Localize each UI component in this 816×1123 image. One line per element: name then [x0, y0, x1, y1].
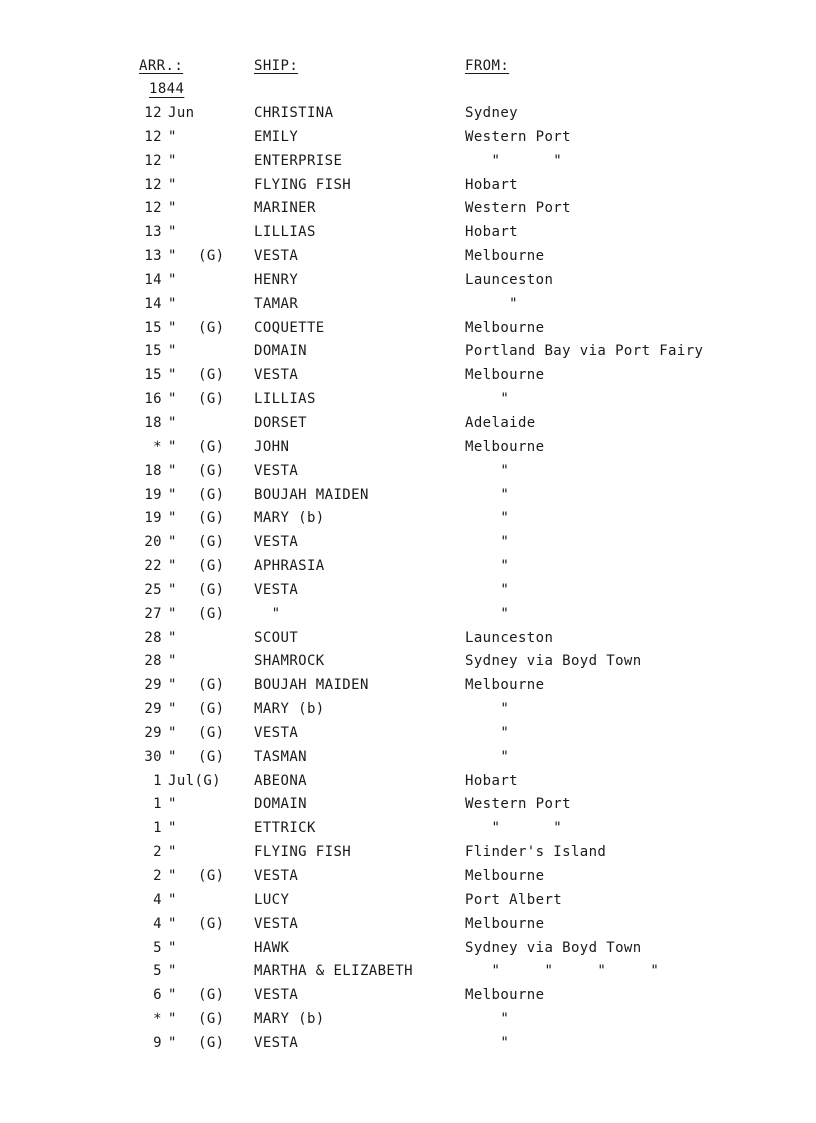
year-label: 1844 — [149, 81, 185, 97]
table-row — [0, 389, 816, 413]
origin-port: " — [465, 510, 510, 527]
arrival-month: " — [168, 391, 177, 408]
government-flag: (G) — [198, 1011, 225, 1028]
origin-port: Melbourne — [465, 248, 545, 265]
table-row — [0, 604, 816, 628]
arrival-month: " — [168, 534, 177, 551]
government-flag: (G) — [198, 391, 225, 408]
origin-port: Launceston — [465, 271, 554, 288]
origin-port: Portland Bay via Port Fairy — [465, 343, 704, 360]
arrival-month: " — [168, 653, 177, 670]
table-row — [0, 1009, 816, 1033]
government-flag: (G) — [198, 605, 225, 622]
arrival-month: " — [168, 128, 177, 145]
table-row — [0, 508, 816, 532]
arrival-day: 5 — [153, 939, 162, 956]
ship-name: ABEONA — [254, 772, 307, 789]
table-row — [0, 151, 816, 175]
table-row — [0, 222, 816, 246]
arrival-day: * — [153, 1011, 162, 1028]
arrival-month: " — [168, 915, 177, 932]
origin-port: Melbourne — [465, 915, 545, 932]
arrival-day: 29 — [144, 677, 162, 694]
ship-name: VESTA — [254, 915, 299, 932]
government-flag: (G) — [198, 558, 225, 575]
origin-port: Sydney via Boyd Town — [465, 939, 642, 956]
ship-name: LILLIAS — [254, 391, 316, 408]
arrival-month: " — [168, 367, 177, 384]
arrival-day: 5 — [153, 963, 162, 980]
arrival-day: 25 — [144, 581, 162, 598]
ship-name: TAMAR — [254, 295, 299, 312]
arrival-day: 12 — [144, 200, 162, 217]
government-flag: (G) — [198, 581, 225, 598]
arrival-day: 18 — [144, 462, 162, 479]
government-flag: (G) — [198, 248, 225, 265]
origin-port: Melbourne — [465, 319, 545, 336]
origin-port: Adelaide — [465, 414, 536, 431]
table-row — [0, 580, 816, 604]
arrival-month: " — [168, 486, 177, 503]
table-row — [0, 1033, 816, 1057]
arrival-day: 19 — [144, 486, 162, 503]
origin-port: Launceston — [465, 629, 554, 646]
government-flag: (G) — [198, 748, 225, 765]
arrival-month: " — [168, 176, 177, 193]
table-row — [0, 127, 816, 151]
arrival-day: 22 — [144, 558, 162, 575]
table-row — [0, 747, 816, 771]
ship-name: MARTHA & ELIZABETH — [254, 963, 413, 980]
government-flag: (G) — [198, 534, 225, 551]
arrival-month: " — [168, 1034, 177, 1051]
arrival-day: 15 — [144, 343, 162, 360]
government-flag: (G) — [198, 462, 225, 479]
arrival-day: 18 — [144, 414, 162, 431]
arrival-day: 14 — [144, 295, 162, 312]
origin-port: Sydney via Boyd Town — [465, 653, 642, 670]
ship-name: VESTA — [254, 367, 299, 384]
table-row — [0, 794, 816, 818]
arrival-day: 29 — [144, 724, 162, 741]
ship-name: LUCY — [254, 891, 290, 908]
ship-name: MARINER — [254, 200, 316, 217]
arrival-day: 12 — [144, 128, 162, 145]
arrival-month: " — [168, 152, 177, 169]
government-flag: (G) — [198, 1034, 225, 1051]
ship-name: MARY (b) — [254, 510, 325, 527]
arrival-day: 12 — [144, 105, 162, 121]
arrival-month: " — [168, 343, 177, 360]
ship-name: DOMAIN — [254, 796, 307, 813]
arrival-month: " — [168, 581, 177, 598]
ship-name: VESTA — [254, 987, 299, 1004]
table-row — [0, 556, 816, 580]
table-row — [0, 413, 816, 437]
origin-port: " — [465, 462, 510, 479]
ship-name: APHRASIA — [254, 558, 325, 575]
origin-port: Western Port — [465, 128, 571, 145]
government-flag: (G) — [198, 438, 225, 455]
ship-name: CHRISTINA — [254, 105, 334, 121]
ship-name: VESTA — [254, 534, 299, 551]
origin-port: Hobart — [465, 176, 518, 193]
origin-port: " — [465, 295, 518, 312]
arrival-month: " — [168, 629, 177, 646]
arrivals-list — [0, 103, 816, 1057]
table-row — [0, 341, 816, 365]
arrival-day: 12 — [144, 152, 162, 169]
arrival-month: " — [168, 891, 177, 908]
arrival-day: 15 — [144, 319, 162, 336]
origin-port: " — [465, 534, 510, 551]
table-row — [0, 699, 816, 723]
arrival-day: * — [153, 438, 162, 455]
arrival-day: 13 — [144, 224, 162, 241]
origin-port: " — [465, 486, 510, 503]
origin-port: " — [465, 701, 510, 718]
ship-name: SCOUT — [254, 629, 299, 646]
arrival-month: " — [168, 677, 177, 694]
ship-name: VESTA — [254, 462, 299, 479]
arrival-day: 30 — [144, 748, 162, 765]
table-row — [0, 628, 816, 652]
table-row — [0, 842, 816, 866]
ship-name: FLYING FISH — [254, 176, 352, 193]
table-row — [0, 723, 816, 747]
origin-port: " — [465, 581, 510, 598]
ship-name: LILLIAS — [254, 224, 316, 241]
header-ship: SHIP: — [254, 58, 299, 74]
origin-port: Hobart — [465, 772, 518, 789]
arrival-day: 13 — [144, 248, 162, 265]
table-row — [0, 485, 816, 509]
arrival-day: 2 — [153, 844, 162, 861]
arrival-month: Jun — [168, 105, 195, 121]
government-flag: (G) — [198, 367, 225, 384]
table-row — [0, 771, 816, 795]
government-flag: (G) — [198, 868, 225, 884]
table-row — [0, 532, 816, 556]
ship-name: BOUJAH MAIDEN — [254, 486, 369, 503]
arrival-month: " — [168, 963, 177, 980]
origin-port: " — [465, 605, 510, 622]
government-flag: (G) — [198, 510, 225, 527]
ship-name: COQUETTE — [254, 319, 325, 336]
arrival-month: " — [168, 510, 177, 527]
ship-name: MARY (b) — [254, 1011, 325, 1028]
arrival-month: " — [168, 820, 177, 837]
arrival-day: 15 — [144, 367, 162, 384]
arrival-day: 28 — [144, 653, 162, 670]
table-row — [0, 914, 816, 938]
arrival-month: " — [168, 748, 177, 765]
table-row — [0, 318, 816, 342]
header-arrival: ARR.: — [139, 58, 184, 74]
origin-port: " — [465, 748, 510, 765]
ship-name: VESTA — [254, 581, 299, 598]
ship-name: HAWK — [254, 939, 290, 956]
origin-port: " — [465, 724, 510, 741]
origin-port: Sydney — [465, 105, 518, 121]
origin-port: Melbourne — [465, 438, 545, 455]
origin-port: " — [465, 558, 510, 575]
origin-port: " " — [465, 820, 563, 837]
origin-port: Western Port — [465, 200, 571, 217]
table-row — [0, 985, 816, 1009]
government-flag: (G) — [198, 724, 225, 741]
ship-name: EMILY — [254, 128, 299, 145]
arrival-month: " — [168, 724, 177, 741]
table-row — [0, 437, 816, 461]
origin-port: Flinder's Island — [465, 844, 607, 861]
government-flag: (G) — [198, 486, 225, 503]
origin-port: Melbourne — [465, 868, 545, 884]
table-row — [0, 365, 816, 389]
origin-port: " " — [465, 152, 563, 169]
arrival-month: " — [168, 844, 177, 861]
table-row — [0, 103, 816, 127]
origin-port: Hobart — [465, 224, 518, 241]
table-row — [0, 961, 816, 985]
ship-name: DORSET — [254, 414, 307, 431]
government-flag: (G) — [198, 677, 225, 694]
arrival-month: " — [168, 319, 177, 336]
ship-name: TASMAN — [254, 748, 307, 765]
table-row — [0, 270, 816, 294]
arrival-day: 1 — [153, 796, 162, 813]
arrival-month: " — [168, 701, 177, 718]
arrival-day: 14 — [144, 271, 162, 288]
arrival-month: " — [168, 605, 177, 622]
arrival-day: 28 — [144, 629, 162, 646]
table-row — [0, 198, 816, 222]
ship-name: JOHN — [254, 438, 290, 455]
origin-port: " " " " — [465, 963, 660, 980]
arrival-month: " — [168, 295, 177, 312]
arrival-day: 12 — [144, 176, 162, 193]
arrival-month: " — [168, 438, 177, 455]
ship-name: VESTA — [254, 724, 299, 741]
government-flag: (G) — [198, 987, 225, 1004]
table-row — [0, 890, 816, 914]
origin-port: Melbourne — [465, 367, 545, 384]
arrival-day: 4 — [153, 891, 162, 908]
arrival-month: " — [168, 414, 177, 431]
arrival-day: 27 — [144, 605, 162, 622]
arrival-month: " — [168, 248, 177, 265]
government-flag: (G) — [198, 915, 225, 932]
arrival-day: 9 — [153, 1034, 162, 1051]
arrival-month: " — [168, 200, 177, 217]
arrival-day: 2 — [153, 868, 162, 884]
arrival-day: 16 — [144, 391, 162, 408]
table-row — [0, 651, 816, 675]
ship-name: SHAMROCK — [254, 653, 325, 670]
table-row — [0, 461, 816, 485]
origin-port: " — [465, 391, 510, 408]
arrival-month: " — [168, 868, 177, 884]
ship-name: VESTA — [254, 248, 299, 265]
arrival-day: 4 — [153, 915, 162, 932]
ship-name: VESTA — [254, 1034, 299, 1051]
ship-name: MARY (b) — [254, 701, 325, 718]
origin-port: " — [465, 1011, 510, 1028]
arrival-day: 1 — [153, 772, 162, 789]
arrival-month: " — [168, 558, 177, 575]
origin-port: Melbourne — [465, 677, 545, 694]
ship-name: VESTA — [254, 868, 299, 884]
origin-port: " — [465, 1034, 510, 1051]
ship-name: FLYING FISH — [254, 844, 352, 861]
ship-name: HENRY — [254, 271, 299, 288]
arrival-month: " — [168, 271, 177, 288]
arrival-month: " — [168, 987, 177, 1004]
arrival-month: " — [168, 939, 177, 956]
arrival-day: 6 — [153, 987, 162, 1004]
arrival-month: " — [168, 796, 177, 813]
arrival-day: 19 — [144, 510, 162, 527]
ship-name: ETTRICK — [254, 820, 316, 837]
government-flag: (G) — [198, 319, 225, 336]
ship-name: DOMAIN — [254, 343, 307, 360]
origin-port: Melbourne — [465, 987, 545, 1004]
government-flag: (G) — [198, 701, 225, 718]
origin-port: Western Port — [465, 796, 571, 813]
table-row — [0, 294, 816, 318]
arrival-month: " — [168, 224, 177, 241]
origin-port: Port Albert — [465, 891, 563, 908]
arrival-day: 1 — [153, 820, 162, 837]
table-row — [0, 938, 816, 962]
ship-name: BOUJAH MAIDEN — [254, 677, 369, 694]
ship-name: " — [254, 605, 281, 622]
table-row — [0, 246, 816, 270]
table-row — [0, 675, 816, 699]
arrival-month: " — [168, 462, 177, 479]
arrival-day: 29 — [144, 701, 162, 718]
table-row — [0, 175, 816, 199]
arrival-month: " — [168, 1011, 177, 1028]
table-row — [0, 818, 816, 842]
arrival-day: 20 — [144, 534, 162, 551]
table-row — [0, 866, 816, 890]
arrival-month: Jul(G) — [168, 772, 221, 789]
header-from: FROM: — [465, 58, 510, 74]
ship-name: ENTERPRISE — [254, 152, 343, 169]
